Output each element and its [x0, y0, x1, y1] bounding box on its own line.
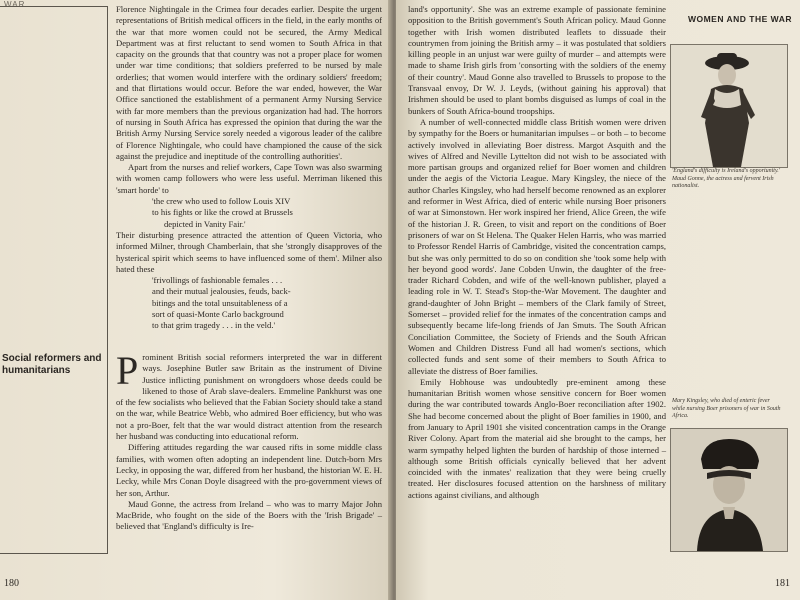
verse-line: and their mutual jealousies, feuds, back-	[152, 286, 291, 297]
right-column	[408, 4, 666, 501]
paragraph: Maud Gonne, the actress from Ireland – who was to marry Major John MacBride, who fought on the side of the Boers with the 'Irish Brigade' – believed that 'England's difficulty is Ire-	[116, 498, 382, 532]
side-heading: Social reformers and humanitarians	[2, 353, 102, 376]
running-head-left: WAR	[4, 0, 26, 9]
photo-caption: Mary Kingsley, who died of enteric fever while nursing Boer prisoners of war in South Africa.	[672, 398, 781, 419]
page-number-right: 181	[775, 578, 790, 589]
photo-caption: 'England's difficulty is Ireland's opportunity.' Maud Gonne, the actress and fervent Irish nationalist.	[672, 168, 781, 189]
verse-quote	[152, 275, 382, 331]
left-page	[0, 0, 392, 600]
paragraph: Their disturbing presence attracted the attention of Queen Victoria, who informed Milner, through Chamberlain, that she 'strongly disapproves of the hysterical spirit which seems to have influenced some of them'. Milner also hated these	[116, 229, 382, 274]
verse-line: sort of quasi-Monte Carlo background	[152, 309, 284, 320]
paragraph: land's opportunity'. She was an extreme example of passionate feminine opposition to the British government's South African policy. Maud Gonne together with Irish women distributed leaflets to dissuade their countrymen from joining the British army – it was postulated that soldiers killing people in an unjust war were guilty of murder – and attempts were made to shame Irish girls from 'consorting with the soldiers of the enemy of their country'. Maud Gonne also travelled to Brussels to propose to the Transvaal envoy, Dr W. J. Leyds, (without gaining his approval) that Irishmen should be used to plant bombs disguised as lumps of coal in the bunkers of South Africa-bound troopships.	[408, 4, 666, 116]
right-page	[396, 0, 800, 600]
paragraph	[116, 348, 382, 442]
photo-mary-kingsley	[670, 428, 788, 552]
verse-line: to that grim tragedy . . . in the veld.'	[152, 320, 276, 331]
portrait-woman-hat-image	[671, 45, 787, 167]
left-column-bottom	[116, 348, 382, 533]
paragraph: Apart from the nurses and relief workers, Cape Town was also swarming with women camp followers who were less useful. Merriman likened this 'smart horde' to	[116, 162, 382, 195]
verse-quote	[152, 196, 382, 230]
left-column-top	[116, 4, 382, 332]
verse-line: depicted in Vanity Fair.'	[164, 218, 246, 229]
paragraph-text: rominent British social reformers interpreted the war in different ways. Josephine Butler saw Britain as the instrument of Divine Justice inflicting punishment on wrongdoers whose deeds could be likened to those of Arab slave-dealers. Emmeline Pankhurst was one of the few socialists who believed that the Fabian Society should take a stand on the war, while Beatrice Webb, who admired Boer efficiency, but who was not a pro-Boer, felt that the war would distract attention from the research her husband was conducting into educational reform.	[116, 352, 382, 442]
drop-cap: P	[116, 348, 139, 393]
sidebar-box	[0, 6, 108, 554]
paragraph: Differing attitudes regarding the war caused rifts in some middle class families, with women often adopting an independent line. Dutch-born Mrs Lecky, in opposing the war, differed from her husband, the historian W. E. H. Lecky, while Mrs Conan Doyle disagreed with the pro-government views of her son, Arthur.	[116, 442, 382, 498]
paragraph: Florence Nightingale in the Crimea four decades earlier. Despite the urgent representations of British medical officers in the field, in the early months of the war that more women could not be secured, the Army Medical Department was at first reluctant to send women to South Africa in that capacity on the grounds that that country was not a proper place for women under war time conditions; that soldiers preferred to be nursed by male orderlies; that women would interfere with the ordinary soldiers' freedom; and that flirtations would occur. Before the war ended, however, the War Office sanctioned the establishment of a permanent Army Nursing Service with far more members than the previous organization had had. The horrors of nursing in South Africa has expressed the opinion that during the war the British Army Nursing Service sorely needed a vigorous leader of the calibre of Florence Nightingale, who could have championed the cause of the sick against the prejudice and ineptitude of the controlling authorities'.	[116, 4, 382, 161]
page-number-left: 180	[4, 578, 19, 589]
verse-line: bitings and the total unsuitableness of a	[152, 297, 288, 308]
paragraph: A number of well-connected middle class British women were driven by sympathy for the Boers or humanitarian impulses – or both – to become actively involved in alleviating Boer distress. Margot Asquith and the wives of Alfred and Neville Lyttelton did not wish to be associated with more partisan groups and organized relief for Boer women and children under the aegis of the Victoria League. Mary Kingsley, the niece of the author Charles Kingsley, who had herself become renowned as an explorer and reformer in West Africa, died of enteric while nursing Boer prisoners of war at Simonstown. Her work inspired her friend, Alice Green, the wife of the historian J. R. Green, to visit and report on the conditions of Boer prisoners of war on St Helena. The Quaker Helen Harris, who was married to Professor Rendel Harris of Cambridge, visited the concentration camps, but she was only permitted to do so on condition she 'took some help with her beyond good words'. Jane Cobden Unwin, the daughter of the free-trader Richard Cobden, and wife of the well-known publisher, played a leading role in W. T. Stead's Stop-the-War Movement. The daughter and grand-daughter of John Bright – members of the Clark family of Street, Somerset – provided relief for the inmates of the concentration camps and subsequently became life-long friends of Jan Smuts. The South African Conciliation Committee, the Society of Friends and the South African Women and Children Distress Fund all had women's sections, which collected funds and sent some of their members to South Africa to alleviate the distress of Boer families.	[408, 116, 667, 376]
running-head-right: WOMEN AND THE WAR	[687, 14, 792, 24]
photo-maud-gonne	[670, 44, 788, 168]
paragraph: Emily Hobhouse was undoubtedly pre-eminent among these humanitarian British women whose sensitive concern for Boer women during the war contributed towards Anglo-Boer reconciliation after 1902. She had become concerned about the plight of Boer families in 1900, and from January to April 1901 she visited concentration camps in the Orange River Colony. Apart from the material aid she brought to the camps, her warm sympathy helped lighten the burden of hardship of those interned – although some British officials cynically believed that her advent coincided with the inmates' realization that they were being cruelly treated. Her disclosures focused attention on the harshness of military actions against civilians, and although	[408, 376, 666, 500]
portrait-woman-hat-image	[671, 429, 787, 551]
verse-line: 'frivollings of fashionable females . . .	[152, 275, 283, 286]
verse-line: 'the crew who used to follow Louis XIV	[152, 196, 291, 207]
verse-line: to his fights or like the crowd at Brussels	[152, 207, 293, 218]
